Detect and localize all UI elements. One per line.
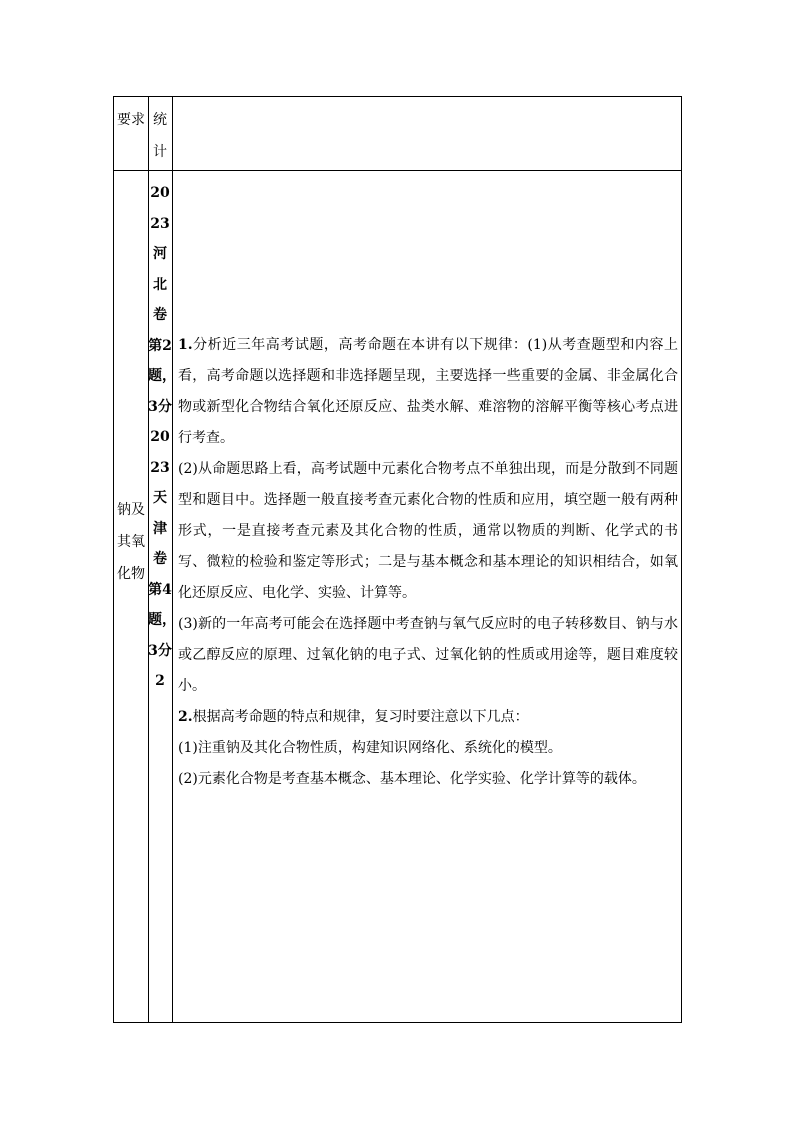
paragraph-1 [178, 330, 678, 454]
header-row-divider [114, 170, 681, 171]
topic-cell: 钠及其氧化物 [117, 502, 145, 582]
header-requirement: 要求 [117, 112, 145, 128]
header-statistics: 统计 [153, 112, 167, 160]
paragraph-2: (2)从命题思路上看，高考试题中元素化合物考点不单独出现，而是分散到不同题型和题目中。选择题一般直接考查元素化合物的性质和应用，填空题一般有两种形式，一是直接考查元素及其化合物的性质，通常以物质的判断、化学式的书写、微粒的检验和鉴定等形式；二是与基本概念和基本理论的知识相结合，如氧化还原反应、电化学、实验、计算等。 [178, 461, 678, 601]
paragraph-6: (2)元素化合物是考查基本概念、基本理论、化学实验、化学计算等的载体。 [178, 771, 646, 787]
item-number-2: 2. [178, 709, 193, 725]
statistics-cell: 2023河北卷第2题，3分2023天津卷第4题，3分2 [148, 185, 176, 689]
analysis-table [113, 96, 682, 1023]
column-divider-2 [172, 97, 173, 1022]
paragraph-4-text: 根据高考命题的特点和规律，复习时要注意以下几点： [192, 709, 529, 725]
content-cell [178, 330, 678, 795]
paragraph-1-text: 分析近三年高考试题，高考命题在本讲有以下规律：(1)从考查题型和内容上看，高考命题以选择题和非选择题呈现，主要选择一些重要的金属、非金属化合物或新型化合物结合氧化还原反应、盐类水解、难溶物的溶解平衡等核心考点进行考查。 [178, 337, 678, 446]
paragraph-4 [178, 702, 678, 733]
paragraph-5: (1)注重钠及其化合物性质，构建知识网络化、系统化的模型。 [178, 740, 562, 756]
item-number-1: 1. [178, 337, 193, 353]
paragraph-3: (3)新的一年高考可能会在选择题中考查钠与氧气反应时的电子转移数目、钠与水或乙醇反应的原理、过氧化钠的电子式、过氧化钠的性质或用途等，题目难度较小。 [178, 616, 678, 694]
